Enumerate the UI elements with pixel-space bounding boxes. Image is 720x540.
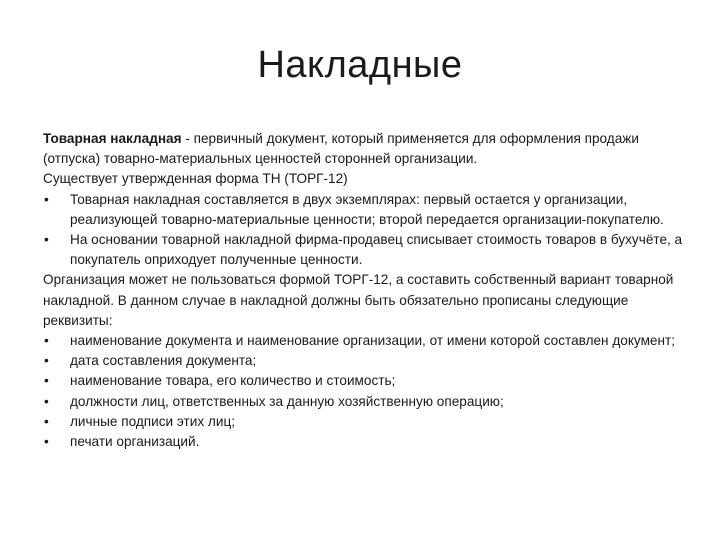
requisite-item (43, 412, 693, 432)
bullet-dot: • (44, 434, 49, 450)
requisite-item (43, 331, 693, 351)
requisite-text: печати организаций. (70, 434, 200, 450)
slide-body (43, 129, 693, 452)
bullet-text: Товарная накладная составляется в двух экземплярах: первый остается у организации, реализующей товарно-материальные ценности; второй передается организации-покупателю. (70, 191, 664, 227)
form-line: Существует утвержденная форма ТН (ТОРГ-12) (43, 171, 348, 187)
bullet-item (43, 190, 693, 230)
requisite-item (43, 351, 693, 371)
requisite-text: дата составления документа; (70, 353, 257, 369)
bullet-item (43, 230, 693, 270)
bullet-dot: • (44, 353, 49, 369)
bullet-dot: • (44, 232, 49, 248)
requisite-item (43, 392, 693, 412)
org-paragraph: Организация может не пользоваться формой ТОРГ-12, а составить собственный вариант товарной накладной. В данном случае в накладной должны быть обязательно прописаны следующие реквизиты: (43, 272, 674, 328)
bullet-dot: • (44, 373, 49, 389)
requisite-text: наименование документа и наименование организации, от имени которой составлен документ; (70, 333, 675, 349)
requisite-text: должности лиц, ответственных за данную хозяйственную операцию; (70, 393, 504, 409)
requisite-item (43, 432, 693, 452)
bullet-text: На основании товарной накладной фирма-продавец списывает стоимость товаров в бухучёте, а покупатель оприходует полученные ценности. (70, 232, 683, 268)
intro-paragraph (43, 129, 693, 169)
bullet-dot: • (44, 191, 49, 207)
bullet-dot: • (44, 413, 49, 429)
bullet-dot: • (44, 393, 49, 409)
requisite-text: наименование товара, его количество и стоимость; (70, 373, 396, 389)
slide-title: Накладные (257, 44, 463, 86)
intro-term: Товарная накладная (43, 131, 182, 146)
requisite-text: личные подписи этих лиц; (70, 413, 236, 429)
requisite-item (43, 371, 693, 391)
bullet-dot: • (44, 333, 49, 349)
intro-text: - первичный документ, который применяется для оформления продажи (отпуска) товарно-материальных ценностей сторонней организации. (43, 131, 639, 167)
